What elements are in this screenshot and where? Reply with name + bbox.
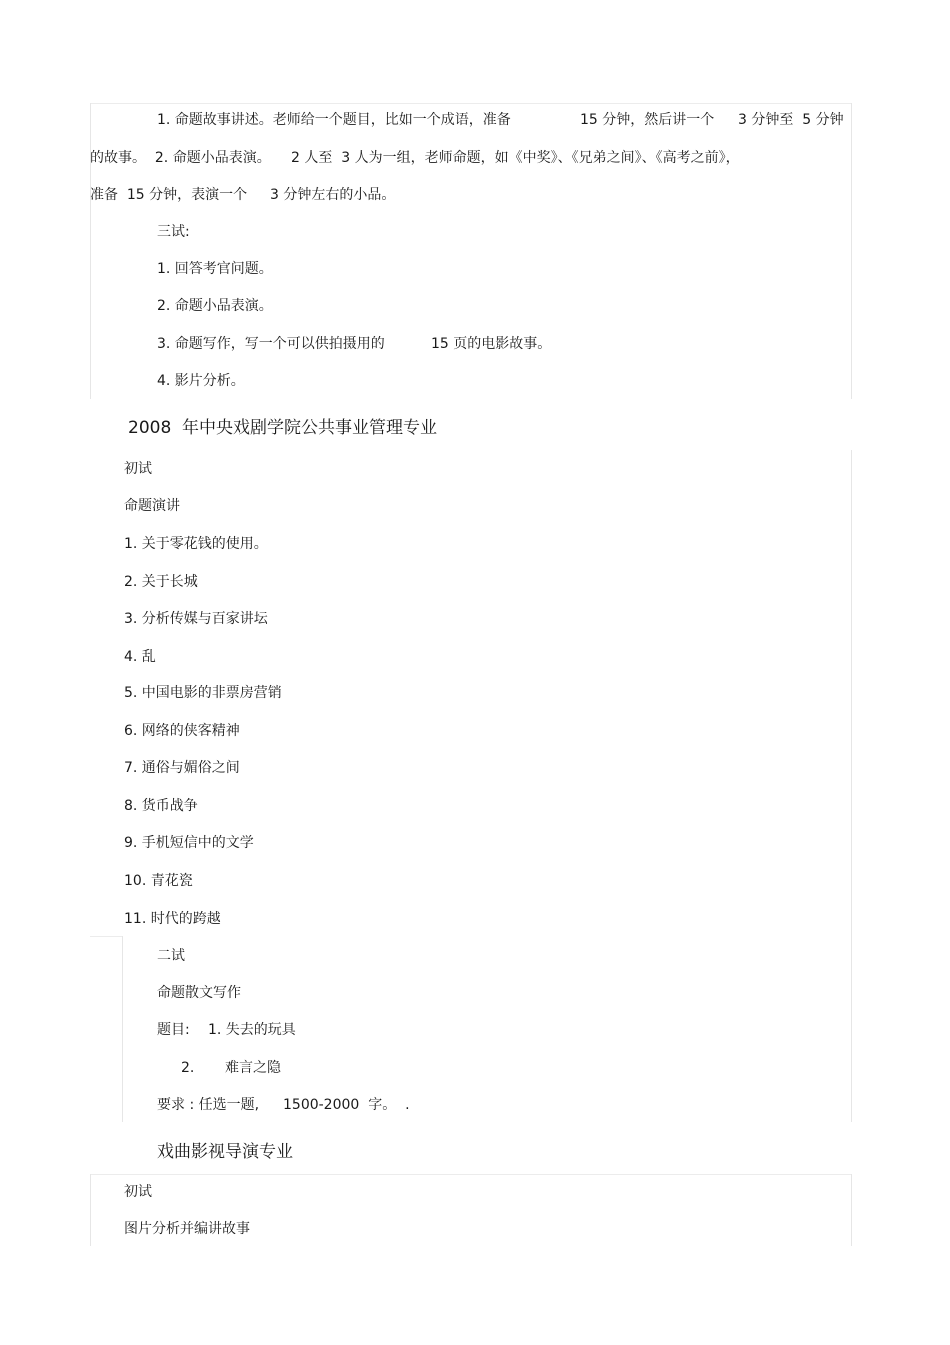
paragraph-line: 3 分钟左右的小品。: [270, 187, 396, 203]
requirement-value: 1500-2000 字。 .: [283, 1097, 410, 1113]
list-item: 11. 时代的跨越: [124, 911, 221, 927]
divider-mid: [90, 936, 122, 937]
round-title: 初试: [124, 1184, 152, 1200]
requirement-label: 要求 : 任选一题,: [157, 1097, 260, 1113]
border-left-top: [90, 103, 91, 399]
paragraph-line: 1. 命题故事讲述。老师给一个题目，比如一个成语，准备: [157, 112, 511, 128]
list-item: 6. 网络的侠客精神: [124, 723, 240, 739]
round-title: 三试:: [157, 224, 190, 240]
divider-top: [90, 103, 852, 104]
border-left-mid: [122, 936, 123, 1122]
list-item: 10. 青花瓷: [124, 873, 193, 889]
divider-bottom: [90, 1174, 852, 1175]
list-item: 1. 关于零花钱的使用。: [124, 536, 268, 552]
list-item: 9. 手机短信中的文学: [124, 835, 254, 851]
list-item: 15 页的电影故事。: [431, 336, 552, 352]
paragraph-line: 15 分钟，然后讲一个: [580, 112, 715, 128]
border-right-bottom: [851, 1174, 852, 1246]
round-type: 命题散文写作: [157, 985, 241, 1001]
list-item: 2. 命题小品表演。: [157, 298, 273, 314]
list-item: 4. 乱: [124, 649, 156, 665]
list-item: 7. 通俗与媚俗之间: [124, 760, 240, 776]
list-item: 2. 关于长城: [124, 574, 198, 590]
topic-option-number: 2.: [181, 1060, 195, 1076]
section-heading-year: 2008: [128, 418, 172, 438]
round-title: 初试: [124, 461, 152, 477]
paragraph-line: 2 人至 3 人为一组，老师命题，如《中奖》、《兄弟之间》、《高考之前》，: [291, 150, 740, 166]
round-title: 二试: [157, 948, 185, 964]
round-type: 命题演讲: [124, 498, 180, 514]
list-item: 5. 中国电影的非票房营销: [124, 685, 282, 701]
topic-label: 题目:: [157, 1022, 190, 1038]
border-right-mid: [851, 450, 852, 1122]
list-item: 3. 分析传媒与百家讲坛: [124, 611, 268, 627]
border-left-bottom: [90, 1174, 91, 1246]
list-item: 4. 影片分析。: [157, 373, 245, 389]
paragraph-line: 的故事。 2. 命题小品表演。: [90, 150, 271, 166]
round-type: 图片分析并编讲故事: [124, 1221, 250, 1237]
list-item: 3. 命题写作，写一个可以供拍摄用的: [157, 336, 385, 352]
topic-option: 难言之隐: [225, 1060, 281, 1076]
topic-option: 1. 失去的玩具: [208, 1022, 296, 1038]
border-right-top: [851, 103, 852, 399]
paragraph-line: 3 分钟至 5 分钟: [738, 112, 844, 128]
list-item: 8. 货币战争: [124, 798, 198, 814]
list-item: 1. 回答考官问题。: [157, 261, 273, 277]
paragraph-line: 准备 15 分钟，表演一个: [90, 187, 248, 203]
section-heading: 戏曲影视导演专业: [157, 1142, 293, 1162]
section-heading: 年中央戏剧学院公共事业管理专业: [182, 418, 437, 438]
